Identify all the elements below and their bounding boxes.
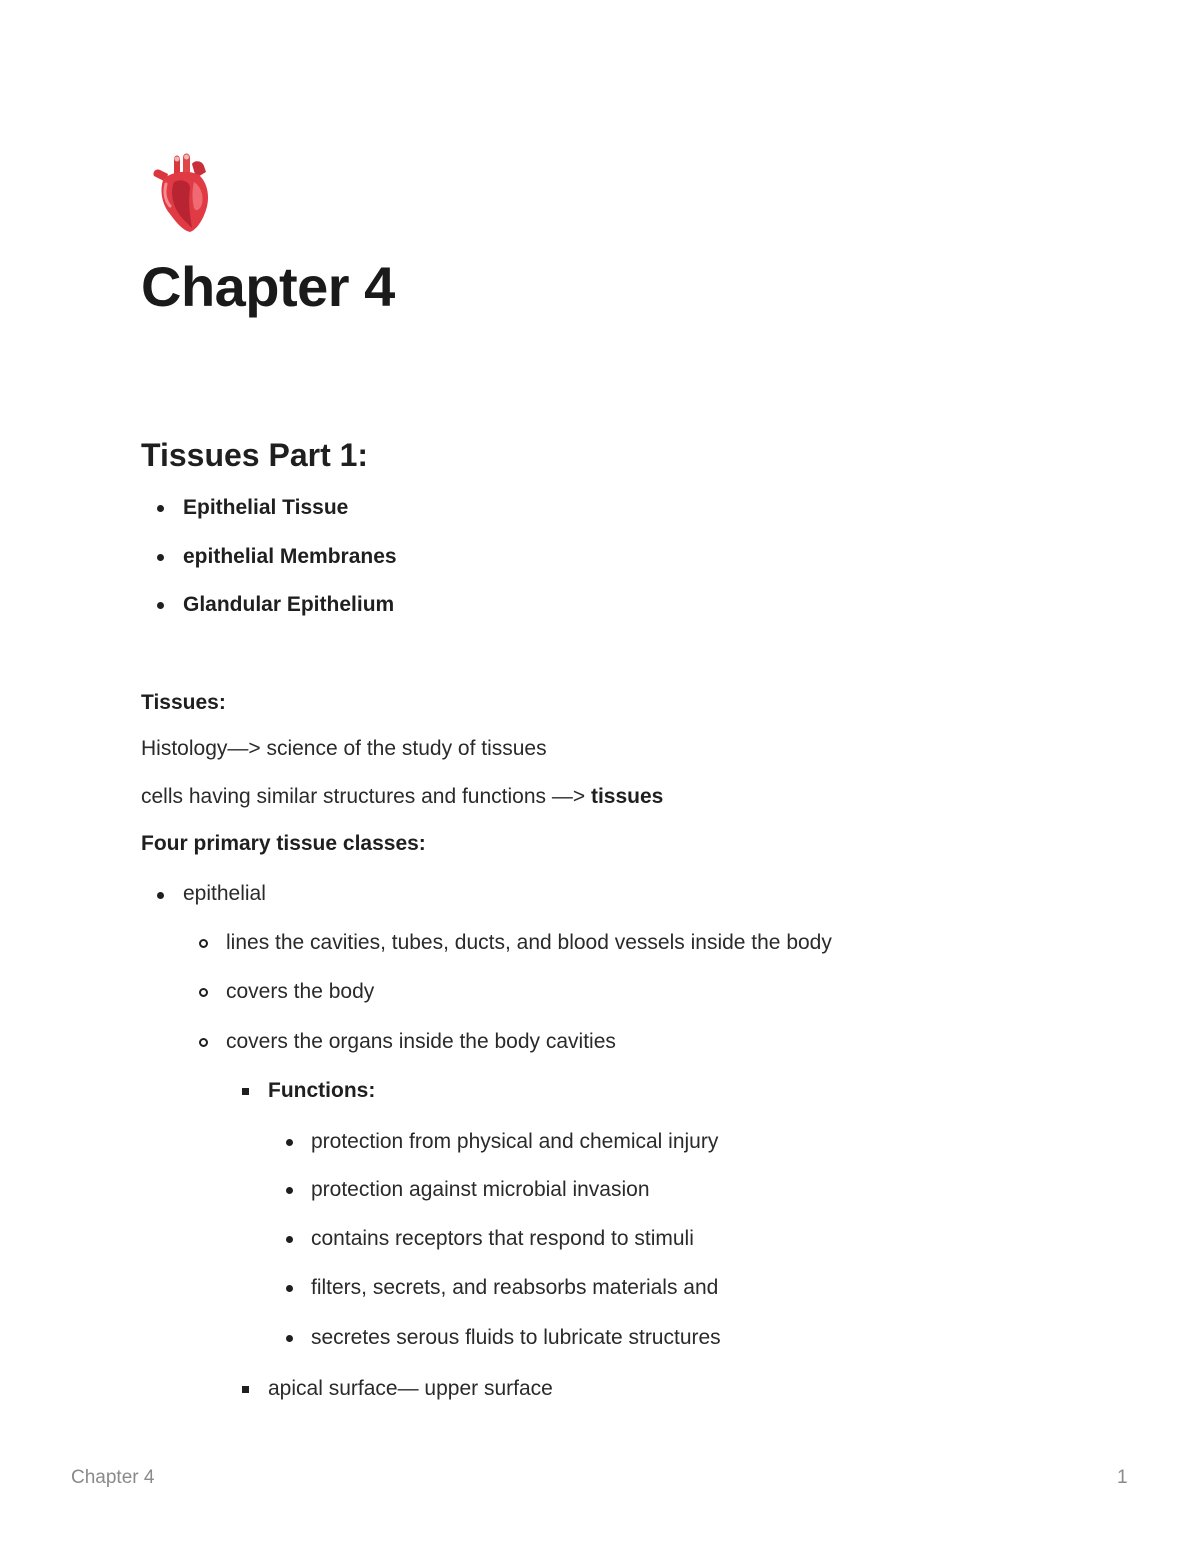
- section-heading: Tissues Part 1:: [141, 437, 369, 473]
- function-item: protection from physical and chemical injury: [311, 1130, 719, 1153]
- list-item: covers the body: [226, 980, 375, 1003]
- function-item: secretes serous fluids to lubricate structures: [311, 1326, 721, 1349]
- list-item: lines the cavities, tubes, ducts, and blood vessels inside the body: [226, 931, 832, 954]
- bullet-disc: [157, 554, 164, 561]
- bullet-disc: [157, 892, 164, 899]
- bullet-disc: [286, 1139, 293, 1146]
- bullet-disc: [286, 1335, 293, 1342]
- function-item: filters, secrets, and reabsorbs materials and: [311, 1276, 719, 1299]
- histology-line: Histology—> science of the study of tissues: [141, 737, 547, 760]
- list-item: covers the organs inside the body cavities: [226, 1030, 616, 1053]
- function-item: contains receptors that respond to stimuli: [311, 1227, 694, 1250]
- four-classes-label: Four primary tissue classes:: [141, 832, 426, 855]
- cells-line-text: cells having similar structures and functions —>: [141, 785, 591, 808]
- footer-page-number: 1: [1117, 1467, 1128, 1488]
- cells-line: [141, 783, 663, 811]
- bullet-disc: [157, 505, 164, 512]
- footer-document-name: Chapter 4: [71, 1467, 155, 1488]
- topic-item: epithelial Membranes: [183, 545, 397, 568]
- bullet-circle: [199, 1038, 208, 1047]
- page-title: Chapter 4: [141, 255, 395, 318]
- list-item-epithelial: epithelial: [183, 882, 266, 905]
- topic-item: Epithelial Tissue: [183, 496, 349, 519]
- functions-label: Functions:: [268, 1079, 376, 1102]
- anatomical-heart-icon: [150, 152, 214, 234]
- bullet-disc: [157, 602, 164, 609]
- bullet-circle: [199, 939, 208, 948]
- function-item: protection against microbial invasion: [311, 1178, 650, 1201]
- cells-line-bold: tissues: [590, 785, 664, 808]
- apical-surface-item: apical surface— upper surface: [268, 1377, 553, 1400]
- bullet-disc: [286, 1236, 293, 1243]
- bullet-square: [242, 1386, 249, 1393]
- bullet-disc: [286, 1285, 293, 1292]
- bullet-square: [242, 1088, 249, 1095]
- bullet-disc: [286, 1187, 293, 1194]
- topic-item: Glandular Epithelium: [183, 593, 395, 616]
- bullet-circle: [199, 988, 208, 997]
- tissues-label: Tissues:: [141, 691, 226, 714]
